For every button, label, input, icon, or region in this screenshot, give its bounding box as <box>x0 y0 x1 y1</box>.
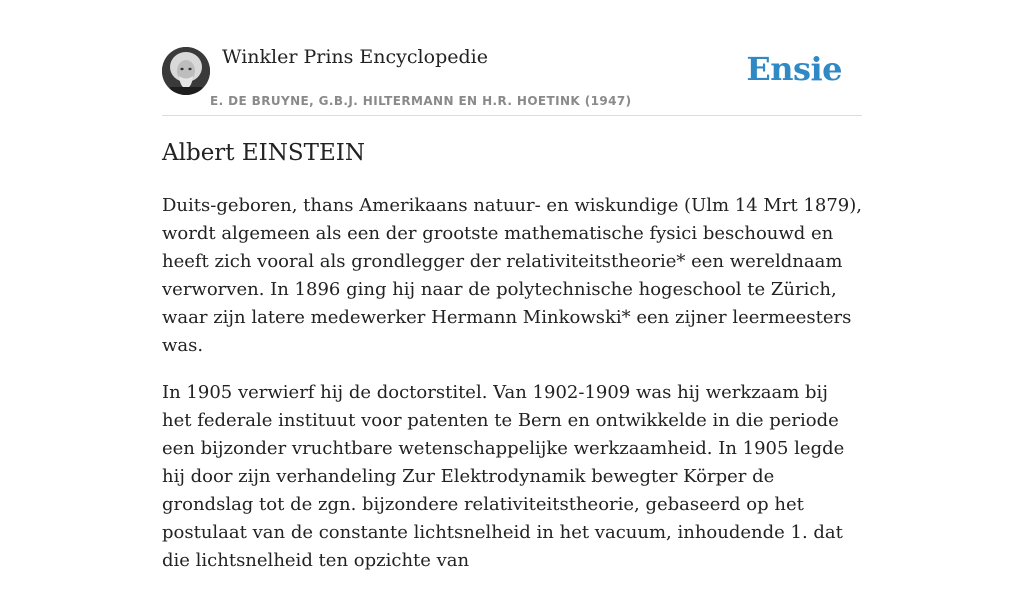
article-title: Albert EINSTEIN <box>162 140 365 166</box>
site-title[interactable]: Winkler Prins Encyclopedie <box>222 46 488 68</box>
portrait-photo-icon <box>162 47 210 95</box>
header <box>162 40 862 116</box>
avatar[interactable] <box>162 47 210 95</box>
article-body <box>162 192 862 594</box>
brand-logo[interactable]: Ensie <box>746 50 842 88</box>
article-paragraph: Duits-geboren, thans Amerikaans natuur- en wiskundige (Ulm 14 Mrt 1879), wordt algemeen als een der grootste mathematische fysici beschouwd en heeft zich vooral als grondlegger der relativiteitstheorie* een wereldnaam verworven. In 1896 ging hij naar de polytechnische hogeschool te Zürich, waar zijn latere medewerker Hermann Minkowski* een zijner leermeesters was. <box>162 195 862 356</box>
article-paragraph: In 1905 verwierf hij de doctorstitel. Van 1902-1909 was hij werkzaam bij het federale instituut voor patenten te Bern en ontwikkelde in die periode een bijzonder vruchtbare wetenschappelijke werkzaamheid. In 1905 legde hij door zijn verhandeling Zur Elektrodynamik bewegter Körper de grondslag tot de zgn. bijzondere relativiteitstheorie, gebaseerd op het postulaat van de constante lichtsnelheid in het vacuum, inhoudende 1. dat die lichtsnelheid ten opzichte van <box>162 382 845 571</box>
authors-line: E. DE BRUYNE, G.B.J. HILTERMANN EN H.R. HOETINK (1947) <box>210 94 632 108</box>
